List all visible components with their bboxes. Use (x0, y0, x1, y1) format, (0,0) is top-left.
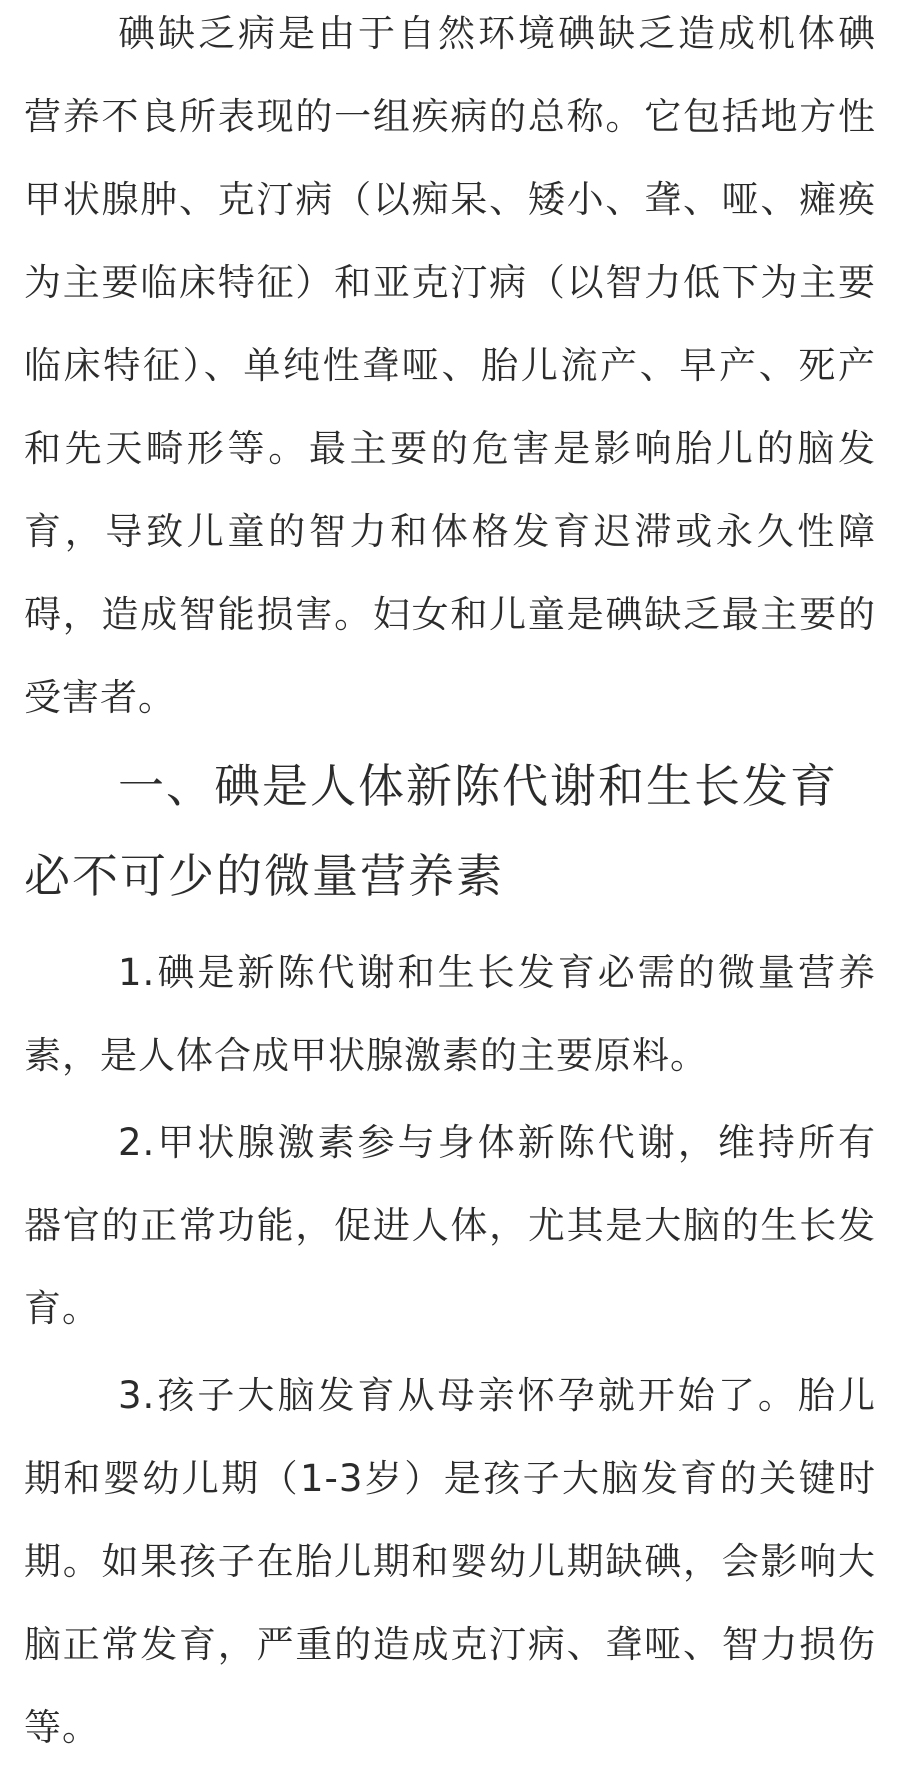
list-item-2: 2.甲状腺激素参与身体新陈代谢，维持所有器官的正常功能，促进人体，尤其是大脑的生长发育。 (24, 1121, 876, 1330)
list-item-1: 1.碘是新陈代谢和生长发育必需的微量营养素，是人体合成甲状腺激素的主要原料。 (24, 951, 876, 1077)
intro-paragraph: 碘缺乏病是由于自然环境碘缺乏造成机体碘营养不良所表现的一组疾病的总称。它包括地方性甲状腺肿、克汀病（以痴呆、矮小、聋、哑、瘫痪为主要临床特征）和亚克汀病（以智力低下为主要临床特征）、单纯性聋哑、胎儿流产、早产、死产和先天畸形等。最主要的危害是影响胎儿的脑发育，导致儿童的智力和体格发育迟滞或永久性障碍，造成智能损害。妇女和儿童是碘缺乏最主要的受害者。 (24, 12, 876, 719)
section-heading: 一、碘是人体新陈代谢和生长发育必不可少的微量营养素 (24, 759, 838, 903)
list-item-3: 3.孩子大脑发育从母亲怀孕就开始了。胎儿期和婴幼儿期（1-3岁）是孩子大脑发育的关键时期。如果孩子在胎儿期和婴幼儿期缺碘，会影响大脑正常发育，严重的造成克汀病、聋哑、智力损伤等。 (24, 1374, 876, 1749)
